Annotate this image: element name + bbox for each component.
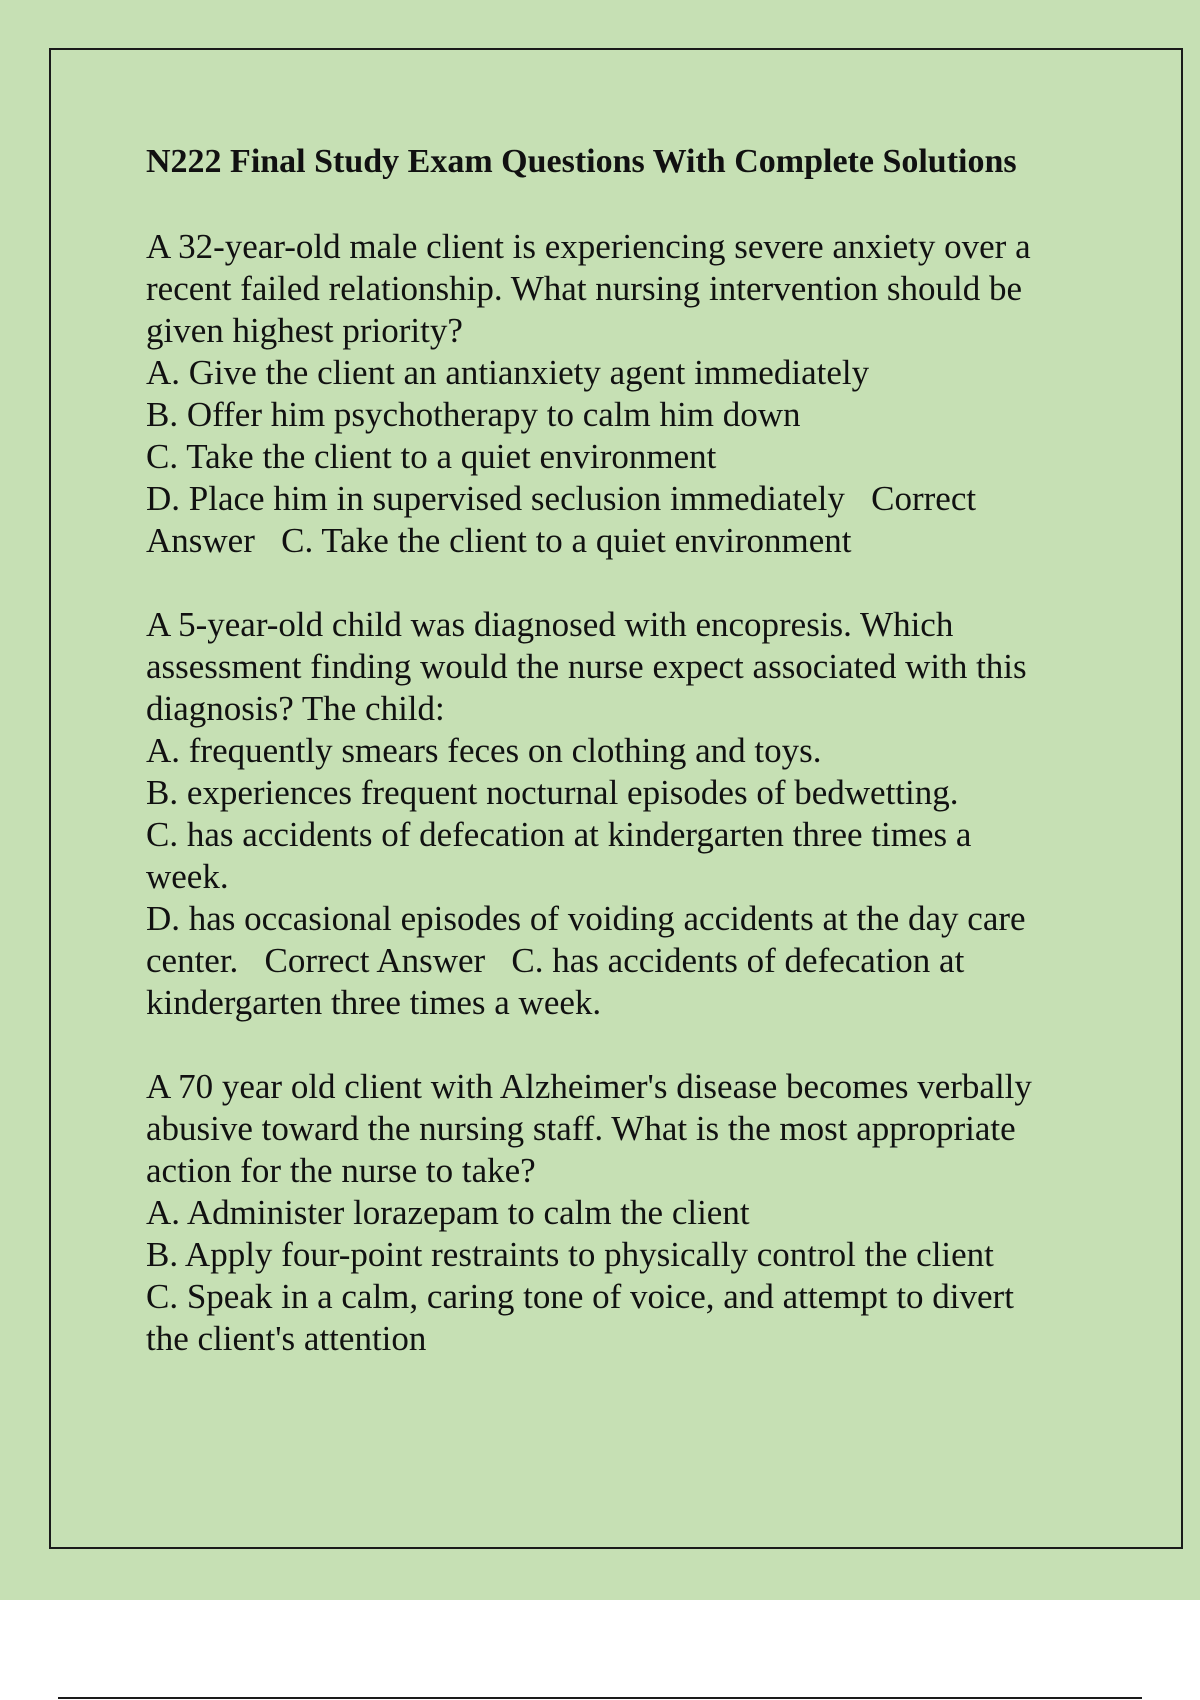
question-1-line: given highest priority? [146, 311, 463, 350]
question-3-option-c: C. Speak in a calm, caring tone of voice, and attempt to divert [146, 1277, 1014, 1316]
question-1-option-b: B. Offer him psychotherapy to calm him down [146, 395, 801, 434]
question-2-option-d: D. has occasional episodes of voiding accidents at the day care [146, 899, 1026, 938]
question-1-line: recent failed relationship. What nursing intervention should be [146, 269, 1023, 308]
question-3-option-b: B. Apply four-point restraints to physically control the client [146, 1235, 994, 1274]
question-2-option-c: C. has accidents of defecation at kindergarten three times a [146, 815, 972, 854]
question-1-correct-answer: Answer C. Take the client to a quiet environment [146, 521, 852, 560]
document-content [146, 141, 1086, 1402]
question-block-1 [146, 226, 1086, 562]
question-3-line: A 70 year old client with Alzheimer's disease becomes verbally [146, 1067, 1032, 1106]
document-title: N222 Final Study Exam Questions With Complete Solutions [146, 143, 1017, 180]
question-2-correct-answer: center. Correct Answer C. has accidents of defecation at [146, 941, 965, 980]
question-2-line: diagnosis? The child: [146, 689, 445, 728]
question-1-option-c: C. Take the client to a quiet environment [146, 437, 717, 476]
question-3-line: action for the nurse to take? [146, 1151, 536, 1190]
question-1-option-d: D. Place him in supervised seclusion immediately Correct [146, 479, 977, 518]
question-2-option-b: B. experiences frequent nocturnal episodes of bedwetting. [146, 773, 959, 812]
question-2-option-a: A. frequently smears feces on clothing and toys. [146, 731, 822, 770]
question-block-2 [146, 604, 1086, 1024]
question-3-option-a: A. Administer lorazepam to calm the client [146, 1193, 750, 1232]
question-2-line: assessment finding would the nurse expect associated with this [146, 647, 1027, 686]
question-3-line: abusive toward the nursing staff. What is the most appropriate [146, 1109, 1016, 1148]
question-2-correct-answer: kindergarten three times a week. [146, 983, 602, 1022]
footer-rule [58, 1697, 1142, 1699]
question-2-option-c: week. [146, 857, 229, 896]
question-2-line: A 5-year-old child was diagnosed with encopresis. Which [146, 605, 954, 644]
question-1-line: A 32-year-old male client is experiencing severe anxiety over a [146, 227, 1031, 266]
question-1-option-a: A. Give the client an antianxiety agent immediately [146, 353, 870, 392]
question-3-option-c: the client's attention [146, 1319, 427, 1358]
question-block-3 [146, 1066, 1086, 1360]
